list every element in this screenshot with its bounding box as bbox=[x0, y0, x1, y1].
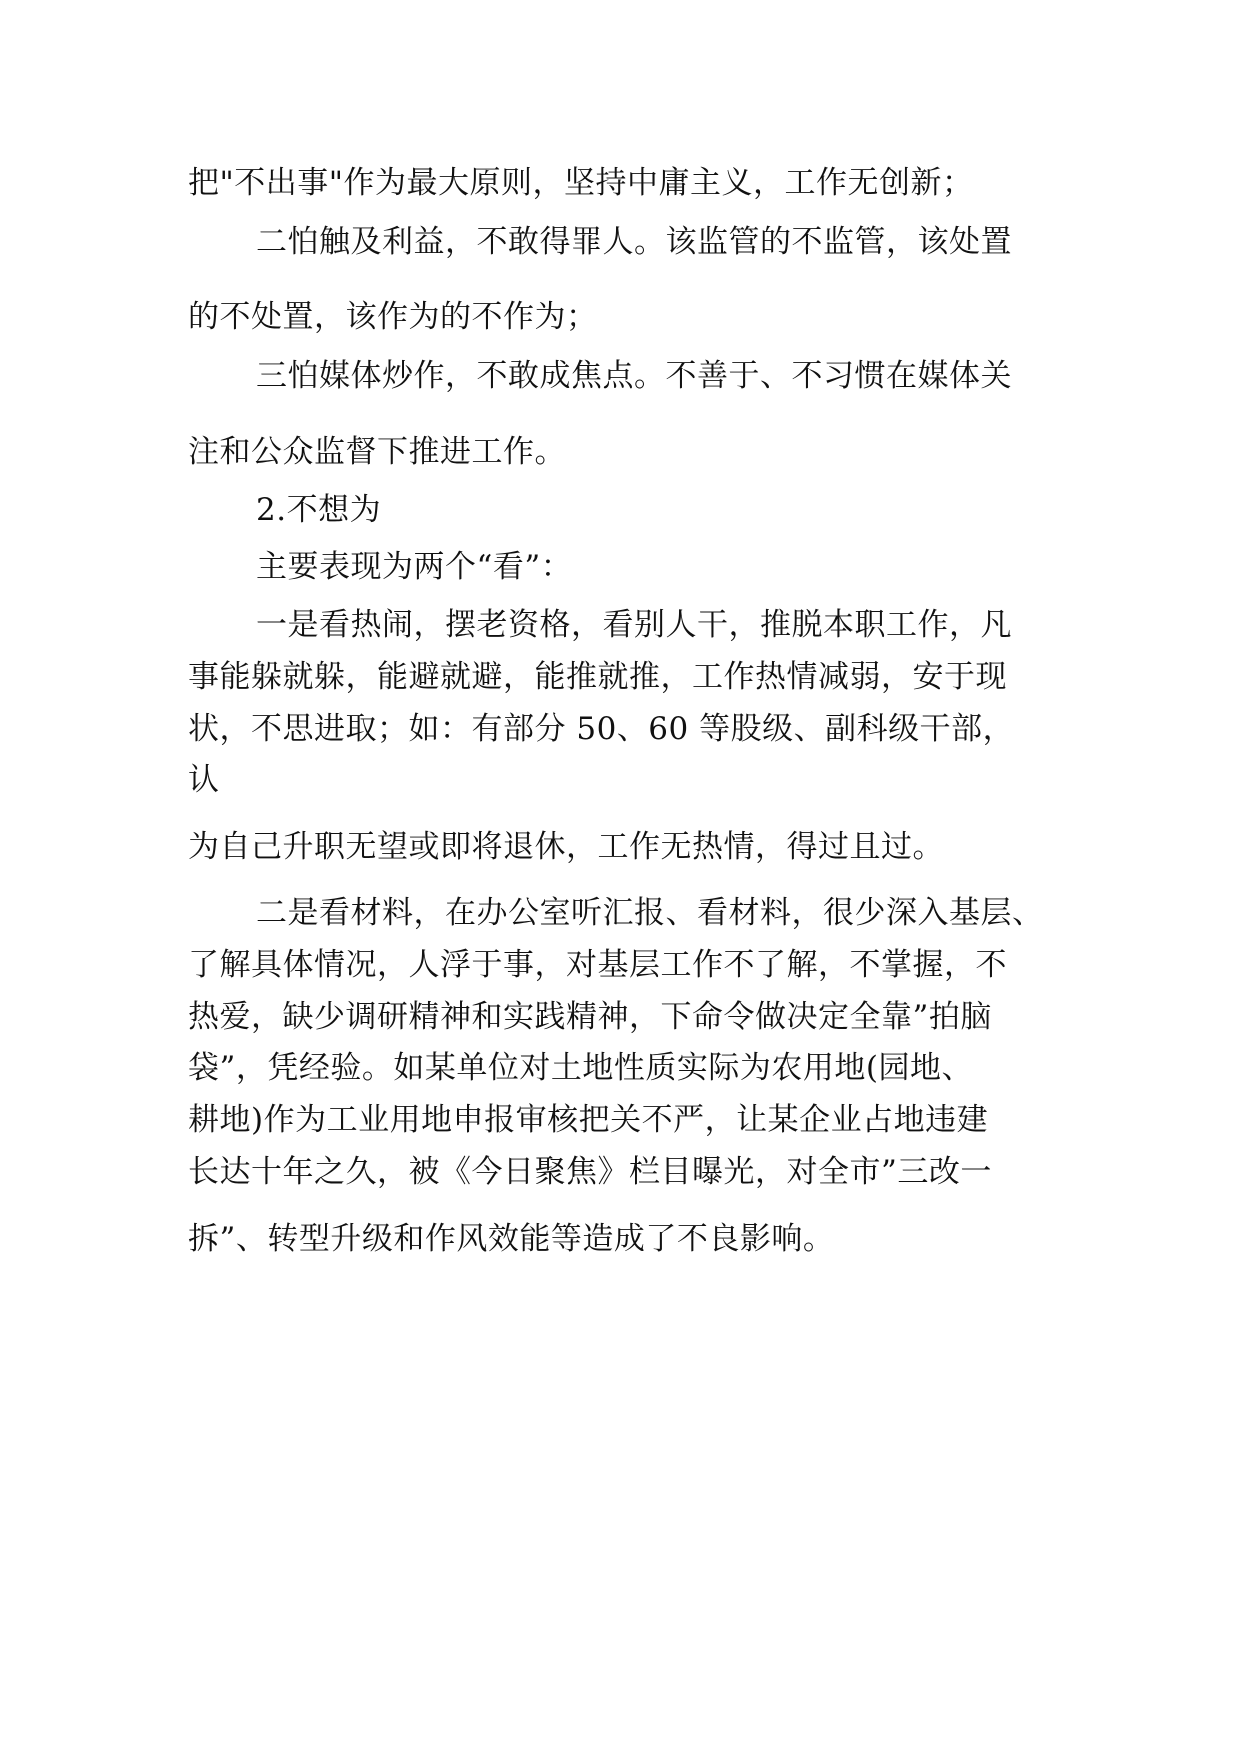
text-line: 袋”，凭经验。如某单位对土地性质实际为农用地(园地、 bbox=[188, 1050, 973, 1086]
text-line: 为自己升职无望或即将退休，工作无热情，得过且过。 bbox=[188, 829, 944, 865]
text-line: 的不处置，该作为的不作为； bbox=[188, 299, 598, 335]
text-line: 主要表现为两个“看”： bbox=[256, 549, 573, 585]
text-line: 把"不出事"作为最大原则，坚持中庸主义，工作无创新； bbox=[188, 165, 974, 201]
text-line: 一是看热闹，摆老资格，看别人干，推脱本职工作，凡 bbox=[256, 607, 1012, 643]
text-line: 长达十年之久，被《今日聚焦》栏目曝光，对全市”三改一 bbox=[188, 1154, 992, 1190]
text-line: 耕地)作为工业用地申报审核把关不严，让某企业占地违建 bbox=[188, 1102, 989, 1138]
text-line: 二是看材料，在办公室听汇报、看材料，很少深入基层、 bbox=[256, 895, 1044, 931]
text-line: 二怕触及利益，不敢得罪人。该监管的不监管，该处置 bbox=[256, 224, 1012, 260]
text-line: 热爱，缺少调研精神和实践精神，下命令做决定全靠”拍脑 bbox=[188, 999, 992, 1035]
text-line: 三怕媒体炒作，不敢成焦点。不善于、不习惯在媒体关 bbox=[256, 358, 1012, 394]
text-line: 状，不思进取；如：有部分 50、60 等股级、副科级干部， bbox=[188, 711, 1015, 747]
text-line: 认 bbox=[188, 762, 220, 798]
text-line: 注和公众监督下推进工作。 bbox=[188, 434, 566, 470]
section-heading: 2.不想为 bbox=[256, 492, 382, 528]
text-line: 拆”、转型升级和作风效能等造成了不良影响。 bbox=[188, 1221, 835, 1257]
text-line: 事能躲就躲，能避就避，能推就推，工作热情减弱，安于现 bbox=[188, 659, 1007, 695]
text-line: 了解具体情况，人浮于事，对基层工作不了解，不掌握，不 bbox=[188, 947, 1007, 983]
